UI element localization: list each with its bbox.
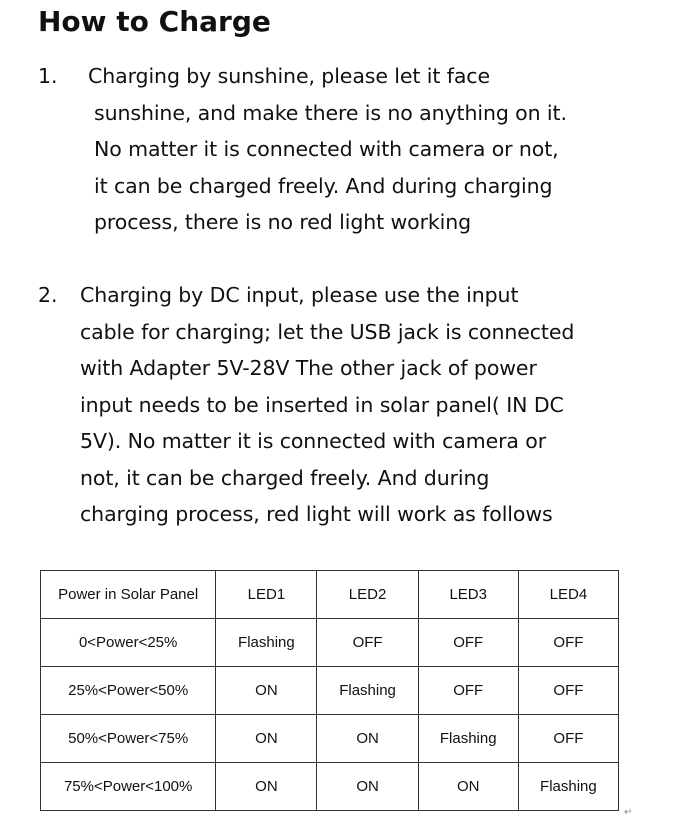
led-status-table <box>40 570 619 811</box>
table-header-cell: LED4 <box>518 571 618 619</box>
instruction-step-2 <box>38 277 638 533</box>
table-cell: 0<Power<25% <box>41 619 216 667</box>
instruction-step-1 <box>38 58 638 241</box>
table-row <box>41 715 619 763</box>
table-cell: ON <box>317 763 418 811</box>
table-cell: Flashing <box>418 715 518 763</box>
table-cell: 25%<Power<50% <box>41 667 216 715</box>
table-row <box>41 763 619 811</box>
table-cell: ON <box>216 667 317 715</box>
step-line: cable for charging; let the USB jack is connected <box>80 319 575 344</box>
table-header-cell: LED3 <box>418 571 518 619</box>
table-cell: OFF <box>518 715 618 763</box>
step-line: No matter it is connected with camera or not, <box>94 137 559 161</box>
table-cell: OFF <box>317 619 418 667</box>
step-line: process, there is no red light working <box>94 210 472 234</box>
table-cell: OFF <box>518 619 618 667</box>
table-cell: Flashing <box>216 619 317 667</box>
table-row <box>41 619 619 667</box>
step-line: with Adapter 5V-28V The other jack of power <box>80 356 537 380</box>
step-number: 1. <box>38 64 58 88</box>
table-cell: ON <box>216 715 317 763</box>
step-line: 5V). No matter it is connected with camera or <box>80 429 547 453</box>
table-cell: OFF <box>518 667 618 715</box>
table-cell: OFF <box>418 667 518 715</box>
table-cell: 50%<Power<75% <box>41 715 216 763</box>
table-header-cell: LED1 <box>216 571 317 619</box>
table-cell: OFF <box>418 619 518 667</box>
step-line: charging process, red light will work as follows <box>80 502 553 526</box>
table-cell: ON <box>418 763 518 811</box>
table-row <box>41 667 619 715</box>
step-line: Charging by sunshine, please let it face <box>88 64 490 88</box>
paragraph-return-mark: ↵ <box>624 807 633 818</box>
step-line: not, it can be charged freely. And during <box>80 465 490 490</box>
step-line: input needs to be inserted in solar panel( IN DC <box>80 392 564 417</box>
step-line: it can be charged freely. And during charging <box>94 173 553 198</box>
table-cell: ON <box>317 715 418 763</box>
page-title: How to Charge <box>38 5 271 38</box>
table-cell: Flashing <box>317 667 418 715</box>
step-line: Charging by DC input, please use the input <box>80 283 519 307</box>
table-cell: Flashing <box>518 763 618 811</box>
table-header-cell: LED2 <box>317 571 418 619</box>
step-line: sunshine, and make there is no anything on it. <box>94 100 567 125</box>
step-number: 2. <box>38 283 58 307</box>
table-header-row <box>41 571 619 619</box>
table-cell: 75%<Power<100% <box>41 763 216 811</box>
table-cell: ON <box>216 763 317 811</box>
table-header-cell: Power in Solar Panel <box>41 571 216 619</box>
